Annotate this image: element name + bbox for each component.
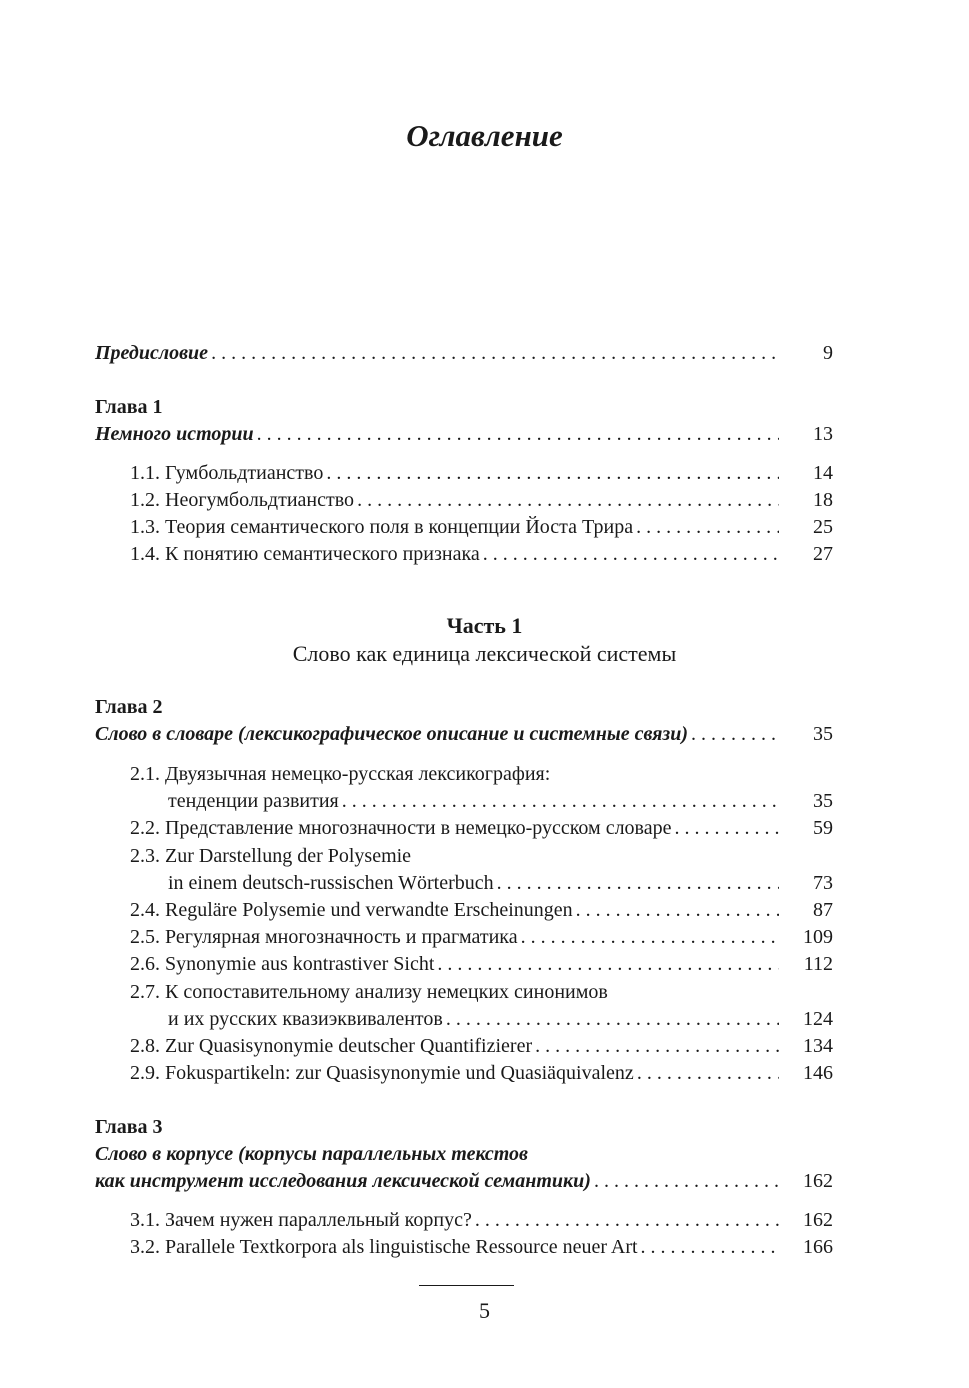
toc-entry-2-6[interactable]	[130, 951, 833, 977]
page-title: Оглавление	[406, 118, 563, 153]
dot-leader	[518, 924, 779, 950]
dot-leader	[480, 541, 779, 567]
footer-rule	[419, 1285, 514, 1286]
toc-page-number: 166	[803, 1236, 833, 1258]
toc-entry-label: 2.9. Fokuspartikeln: zur Quasisynonymie und Quasiäquivalenz	[130, 1062, 634, 1084]
dot-leader	[434, 951, 779, 977]
toc-entry-label: 1.4. К понятию семантического признака	[130, 543, 480, 565]
toc-page-number: 134	[803, 1035, 833, 1057]
toc-entry-chapter-1[interactable]	[95, 421, 833, 447]
dot-leader	[208, 340, 779, 366]
toc-entry-2-3-line1: 2.3. Zur Darstellung der Polysemie	[130, 845, 412, 867]
toc-page-number: 13	[813, 423, 833, 445]
toc-entry-2-2[interactable]	[130, 815, 833, 841]
dot-leader	[634, 1060, 779, 1086]
toc-page-number: 14	[813, 462, 833, 484]
dot-leader	[532, 1033, 779, 1059]
toc-page-number: 27	[813, 543, 833, 565]
dot-leader	[672, 815, 780, 841]
toc-entry-1-4[interactable]	[130, 541, 833, 567]
dot-leader	[354, 487, 779, 513]
toc-page-number: 109	[803, 926, 833, 948]
toc-entry-2-9[interactable]	[130, 1060, 833, 1086]
toc-entry-label: 3.2. Parallele Textkorpora als linguistische Ressource neuer Art	[130, 1236, 638, 1258]
toc-entry-2-8[interactable]	[130, 1033, 833, 1059]
toc-page-number: 73	[813, 872, 833, 894]
chapter-1-heading: Глава 1	[95, 396, 163, 418]
dot-leader	[591, 1168, 779, 1194]
toc-page-number: 9	[823, 342, 833, 364]
toc-page-number: 87	[813, 899, 833, 921]
toc-entry-2-3[interactable]	[168, 870, 833, 896]
toc-page-number: 146	[803, 1062, 833, 1084]
toc-entry-2-5[interactable]	[130, 924, 833, 950]
toc-entry-3-1[interactable]	[130, 1207, 833, 1233]
toc-entry-2-7[interactable]	[168, 1006, 833, 1032]
toc-entry-label: 2.4. Reguläre Polysemie und verwandte Erscheinungen	[130, 899, 573, 921]
toc-entry-2-7-line1: 2.7. К сопоставительному анализу немецких синонимов	[130, 981, 608, 1003]
toc-entry-label: 1.1. Гумбольдтианство	[130, 462, 324, 484]
toc-entry-label: Слово в словаре (лексикографическое описание и системные связи)	[95, 723, 689, 745]
toc-entry-label: 2.2. Представление многозначности в немецко-русском словаре	[130, 817, 672, 839]
toc-page-number: 162	[803, 1209, 833, 1231]
dot-leader	[472, 1207, 779, 1233]
toc-page-number: 35	[813, 790, 833, 812]
toc-entry-2-1[interactable]	[168, 788, 833, 814]
toc-entry-2-1-line1: 2.1. Двуязычная немецко-русская лексикография:	[130, 763, 551, 785]
toc-page-number: 18	[813, 489, 833, 511]
toc-entry-label: 1.2. Неогумбольдтианство	[130, 489, 355, 511]
toc-entry-chapter-3[interactable]	[95, 1168, 833, 1194]
toc-entry-chapter-2[interactable]	[95, 721, 833, 747]
toc-page-number: 59	[813, 817, 833, 839]
toc-entry-label: Немного истории	[95, 423, 254, 445]
dot-leader	[638, 1234, 779, 1260]
toc-entry-label: и их русских квазиэквивалентов	[168, 1008, 443, 1030]
toc-entry-label: 2.5. Регулярная многозначность и прагматика	[130, 926, 518, 948]
dot-leader	[573, 897, 779, 923]
dot-leader	[323, 460, 779, 486]
chapter-3-heading: Глава 3	[95, 1116, 163, 1138]
dot-leader	[494, 870, 779, 896]
dot-leader	[633, 514, 779, 540]
toc-page-number: 25	[813, 516, 833, 538]
toc-entry-3-2[interactable]	[130, 1234, 833, 1260]
toc-entry-1-1[interactable]	[130, 460, 833, 486]
toc-entry-2-4[interactable]	[130, 897, 833, 923]
dot-leader	[688, 721, 779, 747]
toc-entry-label: тенденции развития	[168, 790, 339, 812]
toc-entry-label: как инструмент исследования лексической семантики)	[95, 1170, 591, 1192]
toc-page-number: 112	[803, 953, 833, 975]
chapter-2-heading: Глава 2	[95, 696, 163, 718]
dot-leader	[254, 421, 779, 447]
toc-page-number: 35	[813, 723, 833, 745]
toc-entry-1-3[interactable]	[130, 514, 833, 540]
chapter-3-title-line1: Слово в корпусе (корпусы параллельных текстов	[95, 1143, 528, 1165]
toc-page-number: 162	[803, 1170, 833, 1192]
part-1-title: Слово как единица лексической системы	[292, 641, 677, 666]
part-1-heading: Часть 1	[446, 613, 523, 638]
toc-entry-label: in einem deutsch-russischen Wörterbuch	[168, 872, 494, 894]
toc-entry-preface[interactable]	[95, 340, 833, 366]
dot-leader	[339, 788, 779, 814]
toc-entry-label: 2.6. Synonymie aus kontrastiver Sicht	[130, 953, 435, 975]
toc-entry-label: 2.8. Zur Quasisynonymie deutscher Quantifizierer	[130, 1035, 533, 1057]
page-number: 5	[479, 1298, 490, 1323]
toc-entry-label: Предисловие	[95, 342, 209, 364]
toc-entry-label: 1.3. Теория семантического поля в концепции Йоста Трира	[130, 516, 634, 538]
toc-entry-label: 3.1. Зачем нужен параллельный корпус?	[130, 1209, 472, 1231]
toc-entry-1-2[interactable]	[130, 487, 833, 513]
toc-page-number: 124	[803, 1008, 833, 1030]
dot-leader	[443, 1006, 779, 1032]
